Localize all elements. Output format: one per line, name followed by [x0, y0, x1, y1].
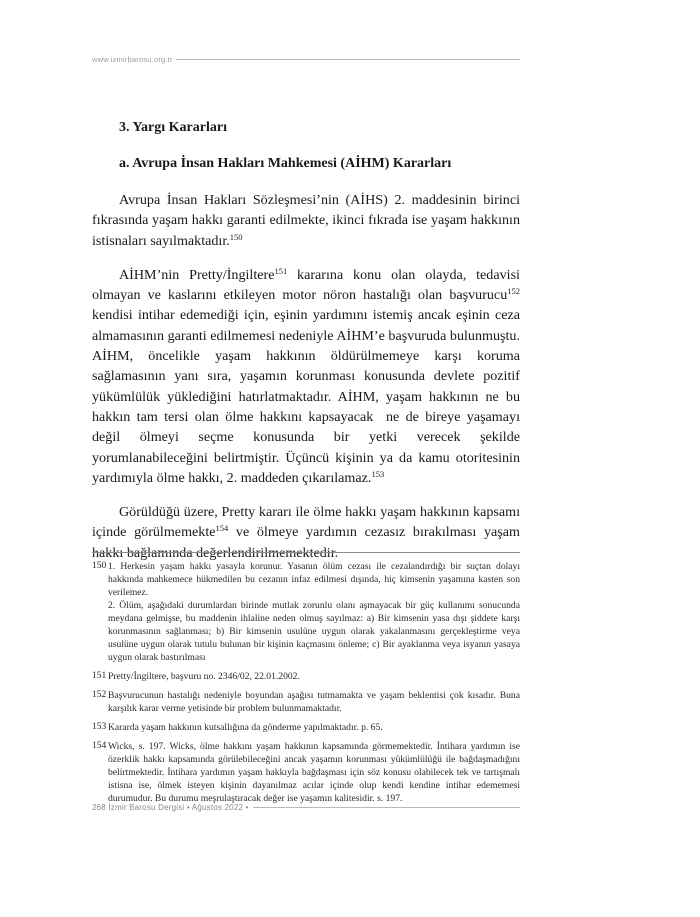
header-rule [176, 59, 520, 60]
footnote-item [92, 560, 520, 664]
section-heading: 3. Yargı Kararları [119, 120, 227, 135]
body-text-run: Görüldüğü üzere, Pretty kararı ile ölme hakkı yaşam hakkının kapsamı içinde görülmemekte [92, 504, 524, 541]
footnote-item [92, 721, 520, 734]
footnote-separator [92, 552, 520, 553]
footnote-text [108, 670, 520, 683]
footer-citation: 268 İzmir Barosu Dergisi • Ağustos 2022 • [92, 802, 249, 812]
footer-rule [253, 807, 520, 808]
running-footer [92, 800, 520, 814]
running-header [92, 52, 520, 66]
footnote-paragraph: 1. Herkesin yaşam hakkı yasayla korunur. Yasanın ölüm cezası ile cezalandırdığı bir suçtan dolayı hakkında mahkemece hükmedilen bu cezanın infaz edilmesi dışında, hiç kimsenin yaşamına kasten son verilemez. [108, 561, 520, 598]
body-text-run: Avrupa İnsan Hakları Sözleşmesi’nin (AİHS) 2. maddesinin birinci fıkrasında yaşam hakkı garanti edilmekte, ikinci fıkrada ise yaşam hakkının istisnaları sayılmaktadır. [92, 192, 524, 249]
footnote-number: 154 [92, 741, 107, 751]
footnote-text [108, 689, 520, 715]
site-url-link[interactable]: www.izmirbarosu.org.tr [92, 54, 173, 64]
body-text-run: AİHM’nin Pretty/İngiltere [119, 266, 275, 283]
footnote-ref: 152 [507, 286, 520, 297]
body-paragraph [92, 265, 524, 488]
footnote-item [92, 670, 520, 683]
body-paragraph [92, 190, 524, 251]
footnote-paragraph: Başvurucunun hastalığı nedeniyle boyundan aşağısı tutmamakta ve yaşam beklentisi çok kısadır. Buna karşılık karar verme yetisinde bir problem bulunmamaktadır. [108, 690, 520, 714]
footnote-paragraph: 2. Ölüm, aşağıdaki durumlardan birinde mutlak zorunlu olanı aşmayacak bir güç kullanımı sonucunda meydana gelmişse, bu maddenin ihlaline neden olmuş sayılmaz: a) Bir kimsenin yasa dışı şiddete karşı korunmasının sağlanması; b) Bir kimsenin usulüne uygun olarak yakalanmasını gerçekleştirme veya usulüne uygun olarak tutulu bulunan bir kişinin kaçmasını önleme; c) Bir ayaklanma veya isyanın yasaya uygun olarak bastırılması [108, 600, 520, 663]
footnote-number: 152 [92, 690, 107, 700]
footnote-text [108, 560, 520, 664]
footnote-paragraph: Pretty/İngiltere, başvuru no. 2346/02, 22.01.2002. [108, 671, 300, 682]
footnote-ref: 154 [215, 523, 229, 534]
footnote-ref: 150 [229, 231, 243, 242]
footnote-paragraph: Kararda yaşam hakkının kutsallığına da gönderme yapılmaktadır. p. 65. [108, 722, 383, 733]
body-text-run: ve ölmeye yardımın cezasız bırakılması yaşam hakkı bağlamında değerlendirilmemektedir. [92, 524, 524, 561]
footnote-text [108, 721, 520, 734]
article-body [92, 190, 524, 563]
footnote-text [108, 740, 520, 805]
footnotes [92, 560, 520, 811]
footnote-number: 151 [92, 671, 107, 681]
footnote-ref: 153 [371, 468, 385, 479]
footnote-item [92, 689, 520, 715]
footnote-item [92, 740, 520, 805]
body-text-run: kendisi intihar edemediği için, eşinin yardımını istemiş ancak eşinin ceza almamasının garanti edilmemesi nedeniyle AİHM’e başvuruda bulunmuştu. AİHM, öncelikle yaşam hakkının öldürülmemeye karşı koruma sağlamasının yanı sıra, yaşamın korunması konusunda devlete pozitif yükümlülük yüklediğini hatırlatmaktadır. AİHM, yaşam hakkının ne bu hakkın tam tersi olan ölme hakkını kapsayacak ne de bireye yaşamayı değil ölmeyi seçme konusunda bir yetki verecek şekilde yorumlanabileceğini belirtmiştir. Üçüncü kişinin ya da kamu otoritesinin yardımıyla ölme hakkı, 2. maddeden çıkarılamaz. [92, 287, 524, 486]
footnote-ref: 151 [274, 265, 288, 276]
footnote-number: 150 [92, 561, 107, 571]
body-paragraph [92, 502, 524, 563]
footnote-number: 153 [92, 722, 107, 732]
footnote-paragraph: Wicks, s. 197. Wicks, ölme hakkını yaşam hakkının kapsamında görmemektedir. İntihara yardımın ise özerklik hakkı kapsamında görülebileceğini ancak yaşamın korunması yükümlülüğü ile bağdaşmadığını belirtmektedir. İntihara yardımın yaşam hakkıyla bağdaşması için söz konusu olabilecek tek ve tartışmalı istisna ise, ölmek isteyen kişinin dayanılmaz acılar içinde olup kendi kendine intihar edememesi durumudur. Bu durumu meşrulaştıracak değer ise yaşamın kalitesidir. s. 197. [108, 741, 520, 804]
subsection-heading: a. Avrupa İnsan Hakları Mahkemesi (AİHM) Kararları [119, 156, 452, 171]
body-text-run: kararına konu olan olayda, tedavisi olmayan ve kaslarını etkileyen motor nöron hastalığı olan başvurucu [92, 266, 524, 304]
